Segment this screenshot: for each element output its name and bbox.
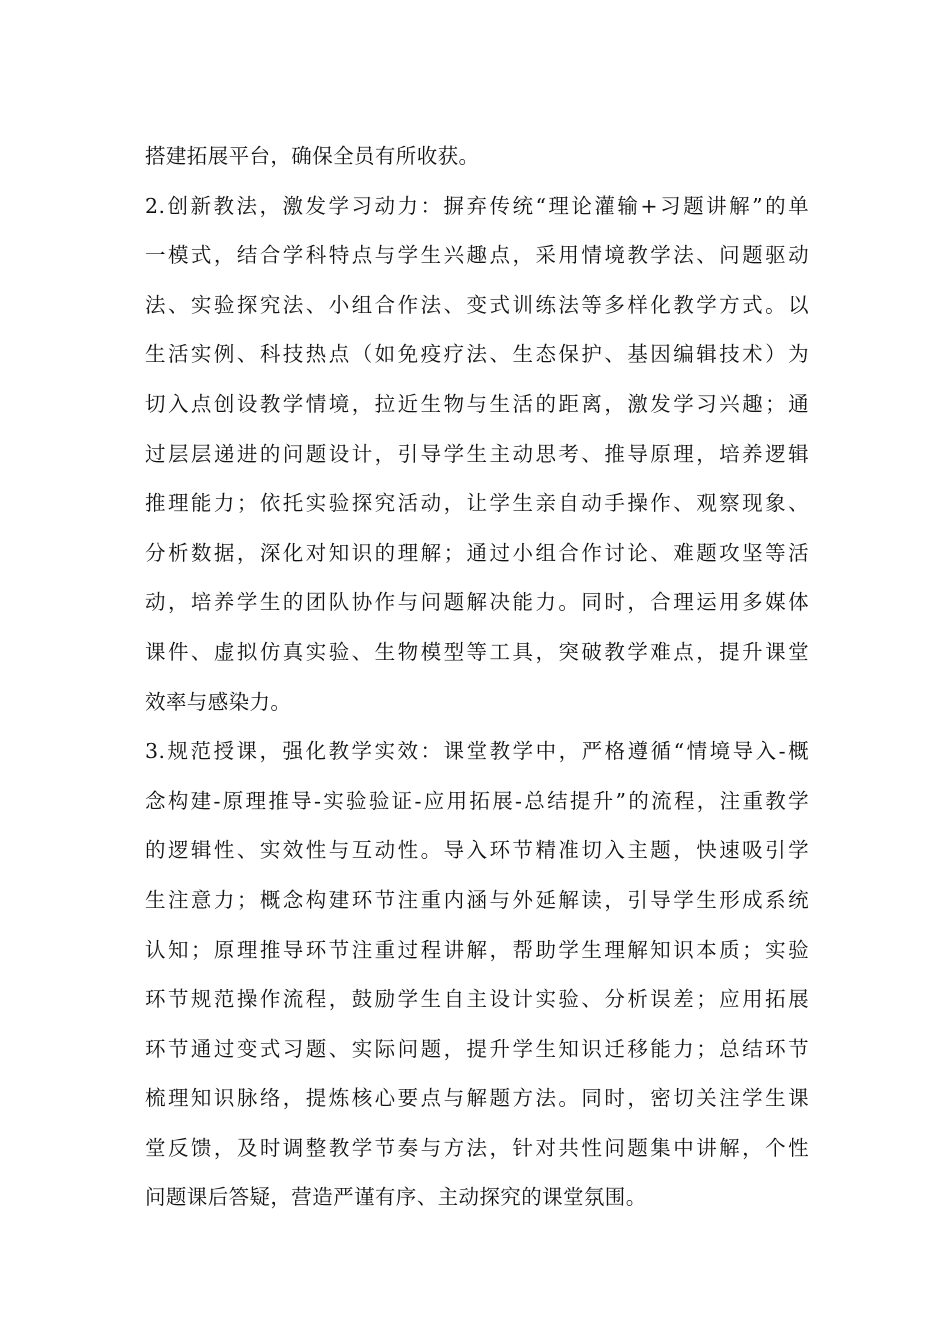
text-line: 环节规范操作流程，鼓励学生自主设计实验、分析误差；应用拓展	[145, 987, 809, 1012]
text-line: 效率与感染力。	[145, 689, 292, 714]
text-line: 过层层递进的问题设计，引导学生主动思考、推导原理，培养逻辑	[145, 441, 809, 466]
text-line: 动，培养学生的团队协作与问题解决能力。同时，合理运用多媒体	[145, 590, 809, 615]
text-line: 推理能力；依托实验探究活动，让学生亲自动手操作、观察现象、	[145, 491, 809, 516]
text-line: 堂反馈，及时调整教学节奏与方法，针对共性问题集中讲解，个性	[145, 1135, 809, 1160]
paragraph-continuation	[145, 132, 809, 182]
text-line: 的逻辑性、实效性与互动性。导入环节精准切入主题，快速吸引学	[145, 838, 809, 863]
text-line: 梳理知识脉络，提炼核心要点与解题方法。同时，密切关注学生课	[145, 1086, 809, 1111]
text-line: 切入点创设教学情境，拉近生物与生活的距离，激发学习兴趣；通	[145, 391, 809, 416]
text-line: 认知；原理推导环节注重过程讲解，帮助学生理解知识本质；实验	[145, 937, 809, 962]
paragraph-standard-lecturing	[145, 727, 809, 1223]
text-line: 2.创新教法，激发学习动力：摒弃传统“理论灌输+习题讲解”的单	[145, 193, 809, 218]
text-line: 念构建-原理推导-实验验证-应用拓展-总结提升”的流程，注重教学	[145, 788, 809, 813]
text-line: 问题课后答疑，营造严谨有序、主动探究的课堂氛围。	[145, 1185, 647, 1210]
paragraph-innovative-teaching	[145, 182, 809, 728]
text-line: 环节通过变式习题、实际问题，提升学生知识迁移能力；总结环节	[145, 1036, 809, 1061]
text-line: 一模式，结合学科特点与学生兴趣点，采用情境教学法、问题驱动	[145, 243, 809, 268]
text-line: 生注意力；概念构建环节注重内涵与外延解读，引导学生形成系统	[145, 887, 809, 912]
text-line: 分析数据，深化对知识的理解；通过小组合作讨论、难题攻坚等活	[145, 540, 809, 565]
text-line: 生活实例、科技热点（如免疫疗法、生态保护、基因编辑技术）为	[145, 342, 809, 367]
text-line: 3.规范授课，强化教学实效：课堂教学中，严格遵循“情境导入-概	[145, 739, 809, 764]
document-body	[145, 132, 809, 1223]
text-line: 法、实验探究法、小组合作法、变式训练法等多样化教学方式。以	[145, 292, 809, 317]
text-line: 搭建拓展平台，确保全员有所收获。	[145, 144, 480, 168]
text-line: 课件、虚拟仿真实验、生物模型等工具，突破教学难点，提升课堂	[145, 639, 809, 664]
